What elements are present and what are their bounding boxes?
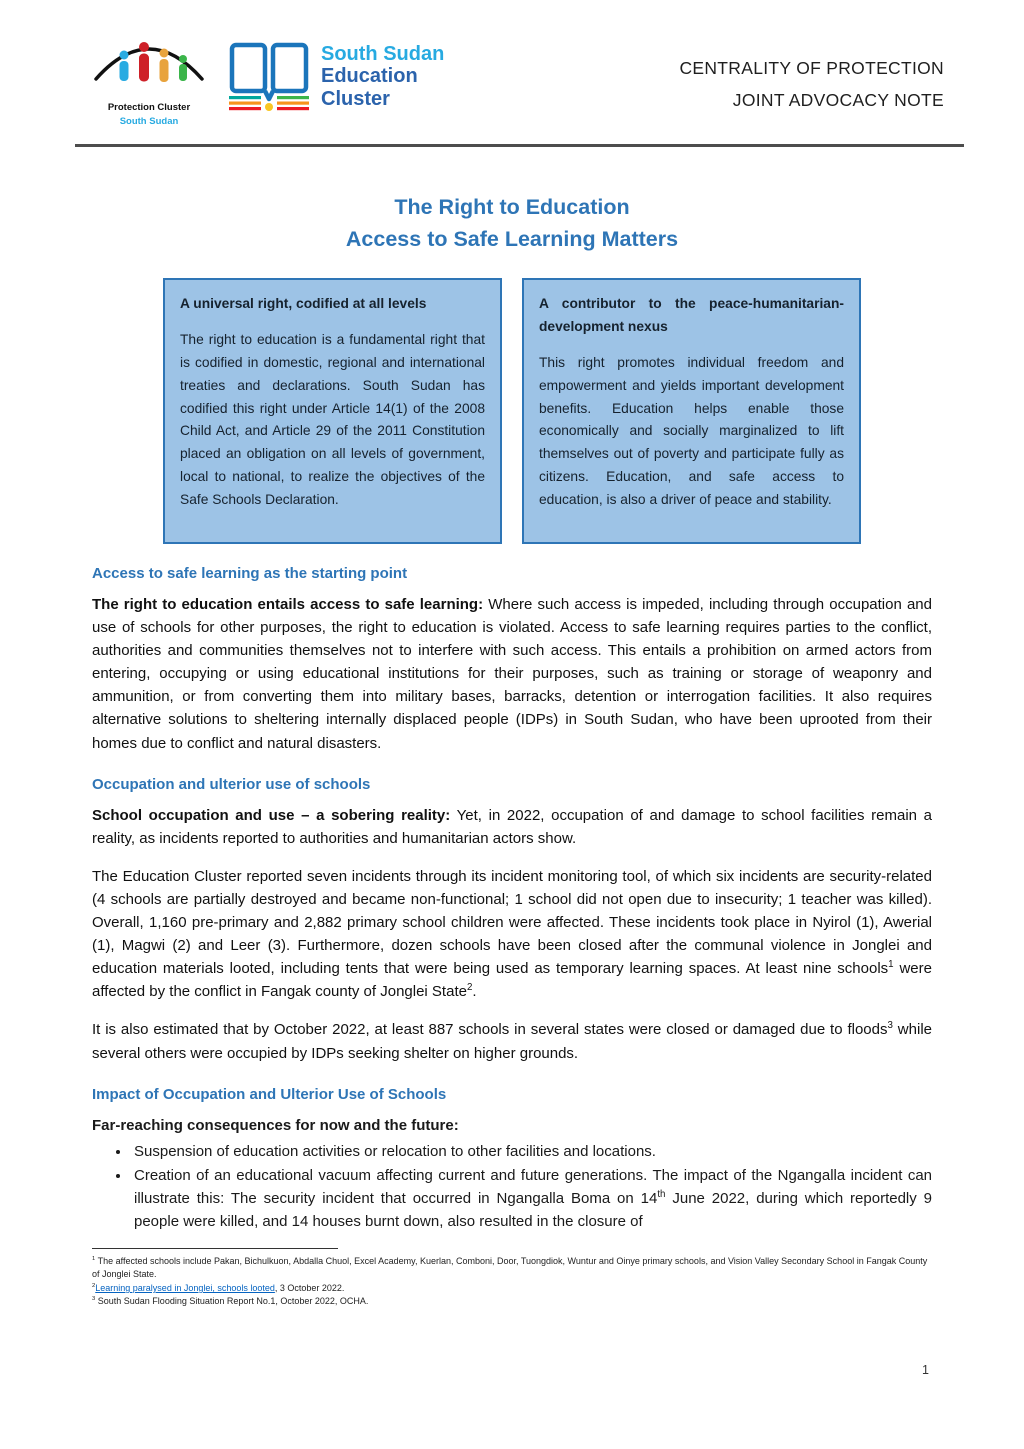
footnote-separator-line — [92, 1248, 338, 1249]
protection-cluster-logo-name: Protection Cluster — [107, 102, 191, 113]
paragraph-floods-part2: while several others were occupied by IDPs seeking shelter on higher grounds. — [92, 1021, 932, 1062]
footnote-ref-1[interactable]: 1 — [888, 959, 894, 971]
info-box-right-heading: A contributor to the peace-humanitarian-development nexus — [539, 296, 844, 334]
education-cluster-logo — [227, 41, 444, 115]
page-title — [92, 191, 932, 256]
paragraph-floods-part1: It is also estimated that by October 2022, at least 887 schools in several states were closed or damaged due to floods — [92, 1021, 888, 1039]
footnote-3-text: South Sudan Flooding Situation Report No.1, October 2022, OCHA. — [95, 1296, 369, 1307]
footnote-ref-2[interactable]: 2 — [466, 982, 473, 994]
paragraph-incidents-part3: . — [472, 983, 477, 1001]
education-cluster-logo-text — [321, 43, 444, 110]
section-heading-occupation: Occupation and ulterior use of schools — [92, 775, 371, 793]
page-title-line1: The Right to Education — [394, 194, 630, 219]
paragraph-access — [92, 593, 932, 755]
footnote-ref-3[interactable]: 3 — [887, 1020, 893, 1032]
education-cluster-logo-line3: Cluster — [321, 87, 390, 110]
protection-cluster-arc-people-icon — [90, 33, 208, 95]
paragraph-occupation-reality — [92, 804, 932, 850]
paragraph-floods — [92, 1018, 932, 1064]
paragraph-access-lead: The right to education entails access to safe learning: — [92, 596, 484, 613]
footnote-2 — [92, 1282, 932, 1296]
footnote-3-marker: 3 — [92, 1296, 96, 1303]
bullet-vacuum-part2: June 2022, during which reportedly 9 people were killed, and 14 houses burnt down, also resulted in the closure of — [134, 1189, 932, 1230]
footnote-3 — [92, 1295, 932, 1309]
paragraph-occupation-lead: School occupation and use – a sobering reality: — [92, 806, 451, 824]
footnote-1 — [92, 1255, 932, 1282]
footnote-2-link[interactable]: Learning paralysed in Jonglei, schools looted — [95, 1282, 275, 1293]
info-box-universal-right — [163, 278, 502, 544]
bullet-educational-vacuum — [131, 1164, 932, 1233]
doc-type-line2: JOINT ADVOCACY NOTE — [732, 89, 944, 110]
page-number: 1 — [922, 1363, 929, 1377]
open-book-icon — [227, 41, 311, 115]
info-box-nexus-contributor — [522, 278, 861, 544]
paragraph-incidents-part1: The Education Cluster reported seven incidents through its incident monitoring tool, of which six incidents are security-related (4 schools are partially destroyed and became non-functional; 1 school did not open due to insecurity; 1 teacher was killed). Overall, 1,160 pre-primary and 2,882 primary school children were affected. These incidents took place in Nyirol (1), Awerial (1), Magwi (2) and Leer (3). Furthermore, dozen schools have been closed after the communal violence in Jonglei and education materials looted, including tents that were being used as temporary learning spaces. At least nine schools — [92, 867, 932, 978]
education-cluster-logo-line1: South Sudan — [321, 43, 445, 65]
info-boxes-row — [92, 278, 932, 544]
info-box-left-body: The right to education is a fundamental right that is codified in domestic, regional and international treaties and declarations. South Sudan has codified this right under Article 14(1) of the 2008 Child Act, and Article 29 of the 2011 Constitution placed an obligation on all levels of government, local to national, to realize the objectives of the Safe Schools Declaration. — [180, 331, 485, 508]
protection-cluster-logo-sub: South Sudan — [119, 116, 179, 127]
page-header — [0, 0, 1024, 127]
document-type-header — [679, 33, 944, 116]
section-heading-impact: Impact of Occupation and Ulterior Use of Schools — [92, 1085, 447, 1103]
impact-intro: Far-reaching consequences for now and the future: — [92, 1116, 459, 1134]
paragraph-incidents — [92, 865, 932, 1004]
info-box-right-body: This right promotes individual freedom and empowerment and yields important development benefits. Education helps enable those economically and socially marginalized to lift themselves out of poverty and participate fully as citizens. Education, and safe access to education, is also a driver of peace and stability. — [539, 354, 844, 508]
header-divider-line — [75, 144, 964, 147]
footnotes-block — [92, 1248, 932, 1309]
document-content — [92, 191, 932, 1309]
footnote-2-rest: , 3 October 2022. — [274, 1282, 345, 1293]
section-heading-access: Access to safe learning as the starting point — [92, 565, 408, 582]
doc-type-line1: CENTRALITY OF PROTECTION — [679, 58, 944, 78]
page-title-line2: Access to Safe Learning Matters — [345, 226, 679, 251]
info-box-left-heading: A universal right, codified at all levels — [180, 296, 427, 311]
paragraph-occupation-rest: Yet, in 2022, occupation of and damage to school facilities remain a reality, as incidents reported to authorities and humanitarian actors show. — [92, 806, 933, 847]
bullet-suspension: • Suspension of education activities or relocation to other facilities and locations. — [131, 1140, 932, 1163]
impact-bullet-list — [92, 1140, 932, 1233]
protection-cluster-logo — [85, 33, 213, 127]
paragraph-access-rest: Where such access is impeded, including through occupation and use of schools for other purposes, the right to education is violated. Access to safe learning requires parties to the conflict, authorities and communities themselves not to interfere with such access. This entails a prohibition on armed actors from entering, occupying or using educational institutions for their purposes, such as training or storage of weaponry and ammunition, or from converting them into military bases, barracks, detention or interrogation facilities. It also requires alternative solutions to sheltering internally displaced people (IDPs) in South Sudan, who have been uprooted from their homes due to conflict and natural disasters. — [92, 596, 932, 752]
education-cluster-logo-line2: Education — [321, 65, 418, 88]
footnote-1-marker: 1 — [92, 1255, 96, 1262]
footnote-2-marker: 2 — [92, 1282, 96, 1289]
paragraph-incidents-part2: were affected by the conflict in Fangak county of Jonglei State — [92, 960, 932, 1001]
bullet-vacuum-part1: Creation of an educational vacuum affecting current and future generations. The impact of the Ngangalla incident can illustrate this: The security incident that occurred in Ngangalla Boma on 14 — [134, 1166, 932, 1207]
footnote-1-text: The affected schools include Pakan, Bichulkuon, Abdalla Chuol, Excel Academy, Kuerlan, Comboni, Door, Tuongdiok, Wuntur and Oinye primary schools, and Vision Valley Secondary School in Fangak County of Jonglei State. — [92, 1255, 928, 1280]
bullet-vacuum-sup: th — [657, 1188, 666, 1200]
